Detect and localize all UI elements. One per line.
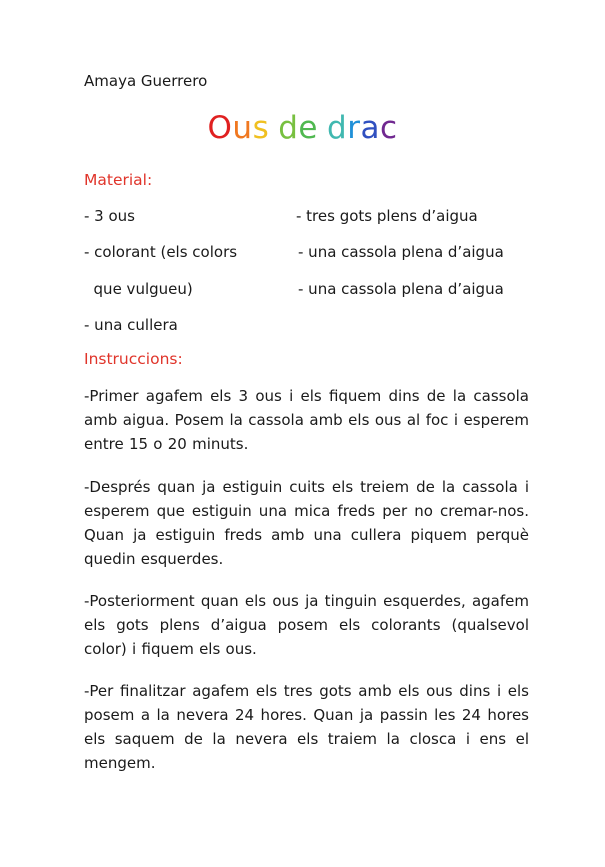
title-letter: O (207, 110, 233, 146)
author-name: Amaya Guerrero (84, 72, 208, 90)
instruction-step: -Després quan ja estiguin cuits els treiem de la cassola i esperem que estiguin una mica freds per no cremar-nos. Quan ja estiguin freds amb una cullera piquem perquè quedin esquerdes. (84, 478, 529, 568)
title-letter: c (379, 110, 398, 146)
instructions-heading: Instruccions: (84, 350, 183, 368)
instruction-step: -Per finalitzar agafem els tres gots amb els ous dins i els posem a la nevera 24 hores. Quan ja passin les 24 hores els saquem de la nevera els traiem la closca i ens el mengem. (84, 682, 529, 772)
instruction-step: -Posteriorment quan els ous ja tinguin esquerdes, agafem els gots plens d’aigua posem els colorants (qualsevol color) i fiquem els ous. (84, 592, 529, 658)
title-letter: r (347, 110, 361, 146)
material-item-right: - una cassola plena d’aigua (298, 280, 504, 298)
title-letter: d (327, 110, 348, 146)
title-letter: e (298, 110, 318, 146)
material-item-left: - una cullera (84, 316, 178, 334)
material-heading: Material: (84, 171, 153, 189)
title-letter: u (232, 110, 253, 146)
title-letter: d (278, 110, 299, 146)
document-title (0, 110, 605, 146)
material-item-left: - colorant (els colors (84, 243, 238, 261)
material-item-right: - una cassola plena d’aigua (298, 243, 504, 261)
title-letter: s (252, 110, 270, 146)
material-item-right: - tres gots plens d’aigua (296, 207, 478, 225)
material-item-left: que vulgueu) (84, 280, 193, 298)
instruction-step: -Primer agafem els 3 ous i els fiquem dins de la cassola amb aigua. Posem la cassola amb els ous al foc i esperem entre 15 o 20 minuts. (84, 387, 529, 453)
material-item-left: - 3 ous (84, 207, 135, 225)
title-letter: a (360, 110, 380, 146)
